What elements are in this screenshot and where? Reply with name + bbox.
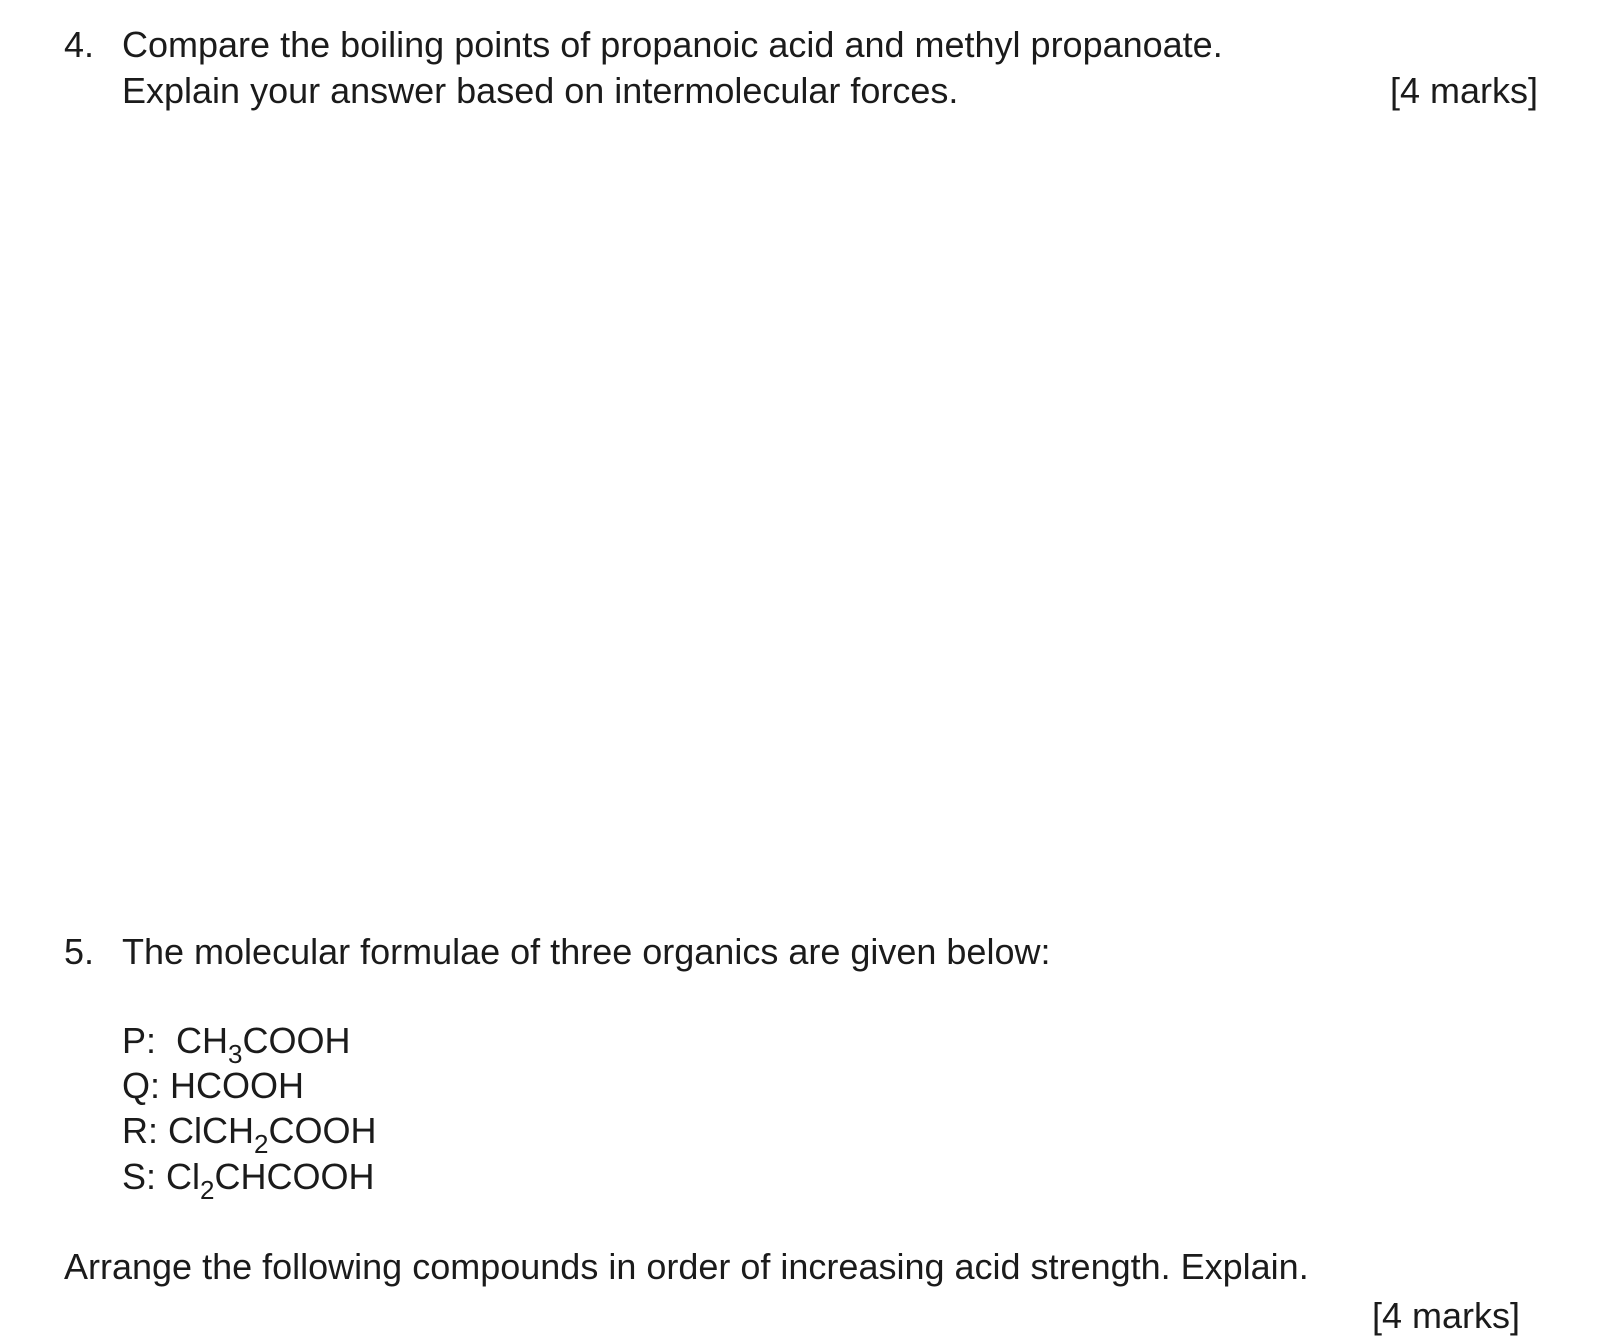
question-5-line-1 — [64, 929, 1544, 975]
question-5-number: 5. — [64, 931, 95, 972]
question-4-marks: [4 marks] — [1389, 70, 1538, 111]
compound-line-s: S: $Cl_2CHCOOH$ — [122, 1156, 375, 1206]
question-4-text-line-1: Compare the boiling points of propanoic acid and methyl propanoate. — [122, 24, 1223, 65]
question-5-instruction: Arrange the following compounds in order of increasing acid strength. Explain. — [64, 1246, 1309, 1287]
question-4-number: 4. — [64, 24, 95, 65]
compound-line-r: R: ClCH$_2$COOH — [122, 1110, 377, 1160]
question-5-marks: [4 marks] — [1371, 1295, 1520, 1336]
question-4-line-1 — [64, 22, 1544, 68]
question-4-text-line-2: Explain your answer based on intermolecular forces. — [122, 70, 959, 111]
compound-line-q: Q: HCOOH — [122, 1065, 305, 1106]
question-5-intro: The molecular formulae of three organics are given below: — [122, 931, 1051, 972]
compound-line-p: P: $CH_3COOH$ — [122, 1020, 351, 1070]
